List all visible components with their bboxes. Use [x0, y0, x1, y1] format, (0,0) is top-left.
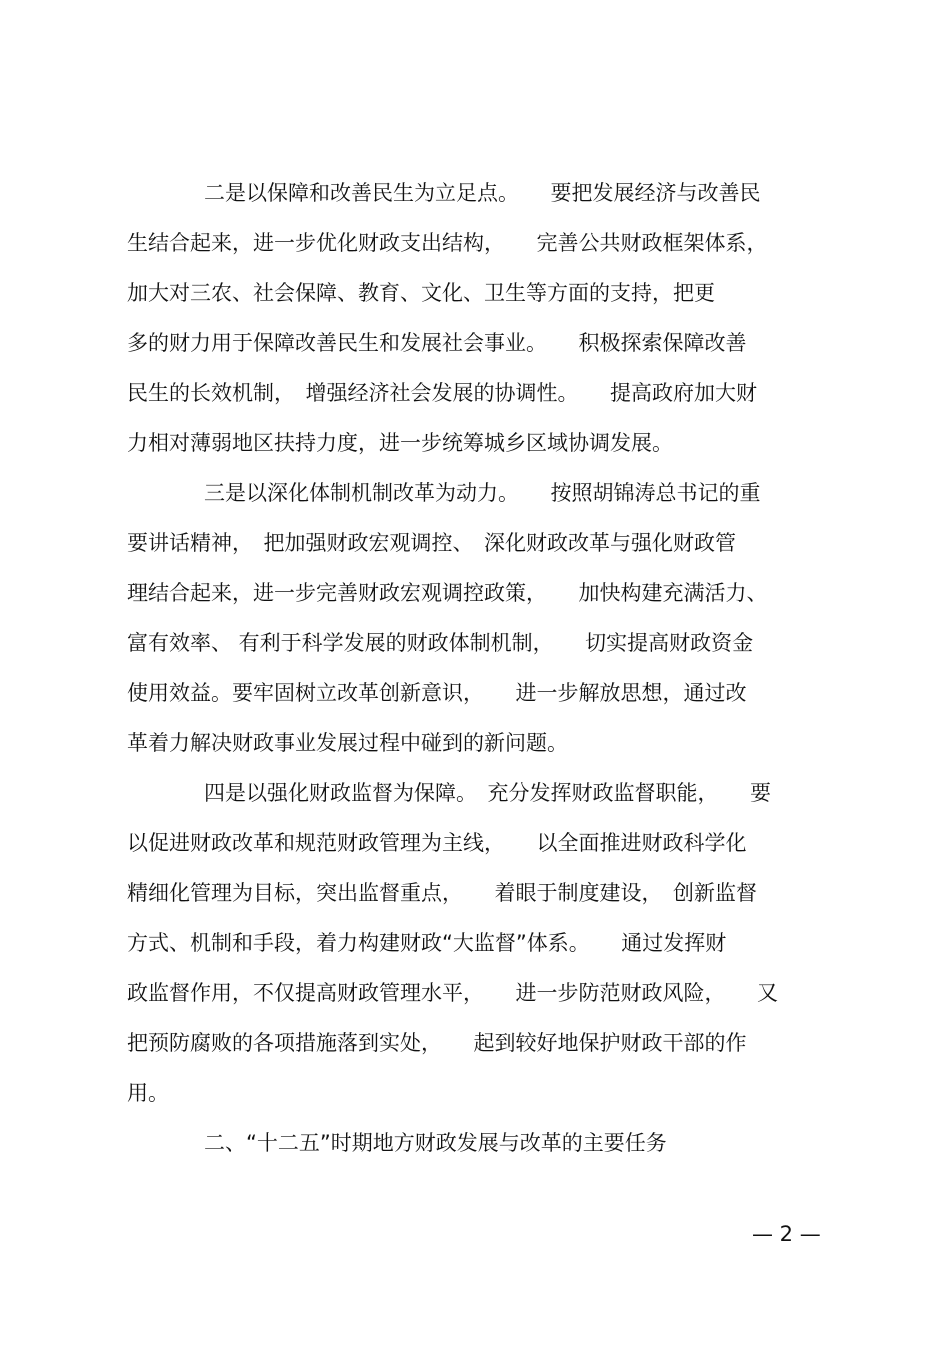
- paragraph-2-line-3: 理结合起来，进一步完善财政宏观调控政策， 加快构建充满活力、: [127, 581, 768, 605]
- paragraph-3-line-5: 政监督作用，不仅提高财政管理水平， 进一步防范财政风险， 又: [127, 981, 778, 1005]
- paragraph-2-line-4: 富有效率、 有利于科学发展的财政体制机制， 切实提高财政资金: [127, 631, 754, 655]
- paragraph-3-line-1: 四是以强化财政监督为保障。 充分发挥财政监督职能， 要: [204, 781, 771, 805]
- paragraph-2-line-1: 三是以深化体制机制改革为动力。 按照胡锦涛总书记的重: [204, 481, 761, 505]
- paragraph-2-line-5: 使用效益。要牢固树立改革创新意识， 进一步解放思想，通过改: [127, 681, 747, 705]
- page-number: — 2 —: [752, 1222, 821, 1246]
- paragraph-1-line-5: 民生的长效机制， 增强经济社会发展的协调性。 提高政府加大财: [127, 381, 757, 405]
- paragraph-2-line-2: 要讲话精神， 把加强财政宏观调控、 深化财政改革与强化财政管: [127, 531, 736, 555]
- paragraph-1-line-2: 生结合起来，进一步优化财政支出结构， 完善公共财政框架体系，: [127, 231, 768, 255]
- paragraph-1-line-4: 多的财力用于保障改善民生和发展社会事业。 积极探索保障改善: [127, 331, 747, 355]
- paragraph-3-line-4: 方式、机制和手段，着力构建财政“大监督”体系。 通过发挥财: [127, 931, 727, 955]
- paragraph-3-line-7: 用。: [127, 1081, 169, 1105]
- paragraph-3-line-2: 以促进财政改革和规范财政管理为主线， 以全面推进财政科学化: [127, 831, 747, 855]
- paragraph-1-line-6: 力相对薄弱地区扶持力度，进一步统筹城乡区域协调发展。: [127, 431, 673, 455]
- paragraph-3-line-3: 精细化管理为目标，突出监督重点， 着眼于制度建设， 创新监督: [127, 881, 757, 905]
- paragraph-2-line-6: 革着力解决财政事业发展过程中碰到的新问题。: [127, 731, 568, 755]
- paragraph-1-line-3: 加大对三农、社会保障、教育、文化、卫生等方面的支持，把更: [127, 281, 715, 305]
- paragraph-1-line-1: 二是以保障和改善民生为立足点。 要把发展经济与改善民: [204, 181, 761, 205]
- paragraph-3-line-6: 把预防腐败的各项措施落到实处， 起到较好地保护财政干部的作: [127, 1031, 747, 1055]
- section-heading: 二、“十二五”时期地方财政发展与改革的主要任务: [204, 1131, 667, 1155]
